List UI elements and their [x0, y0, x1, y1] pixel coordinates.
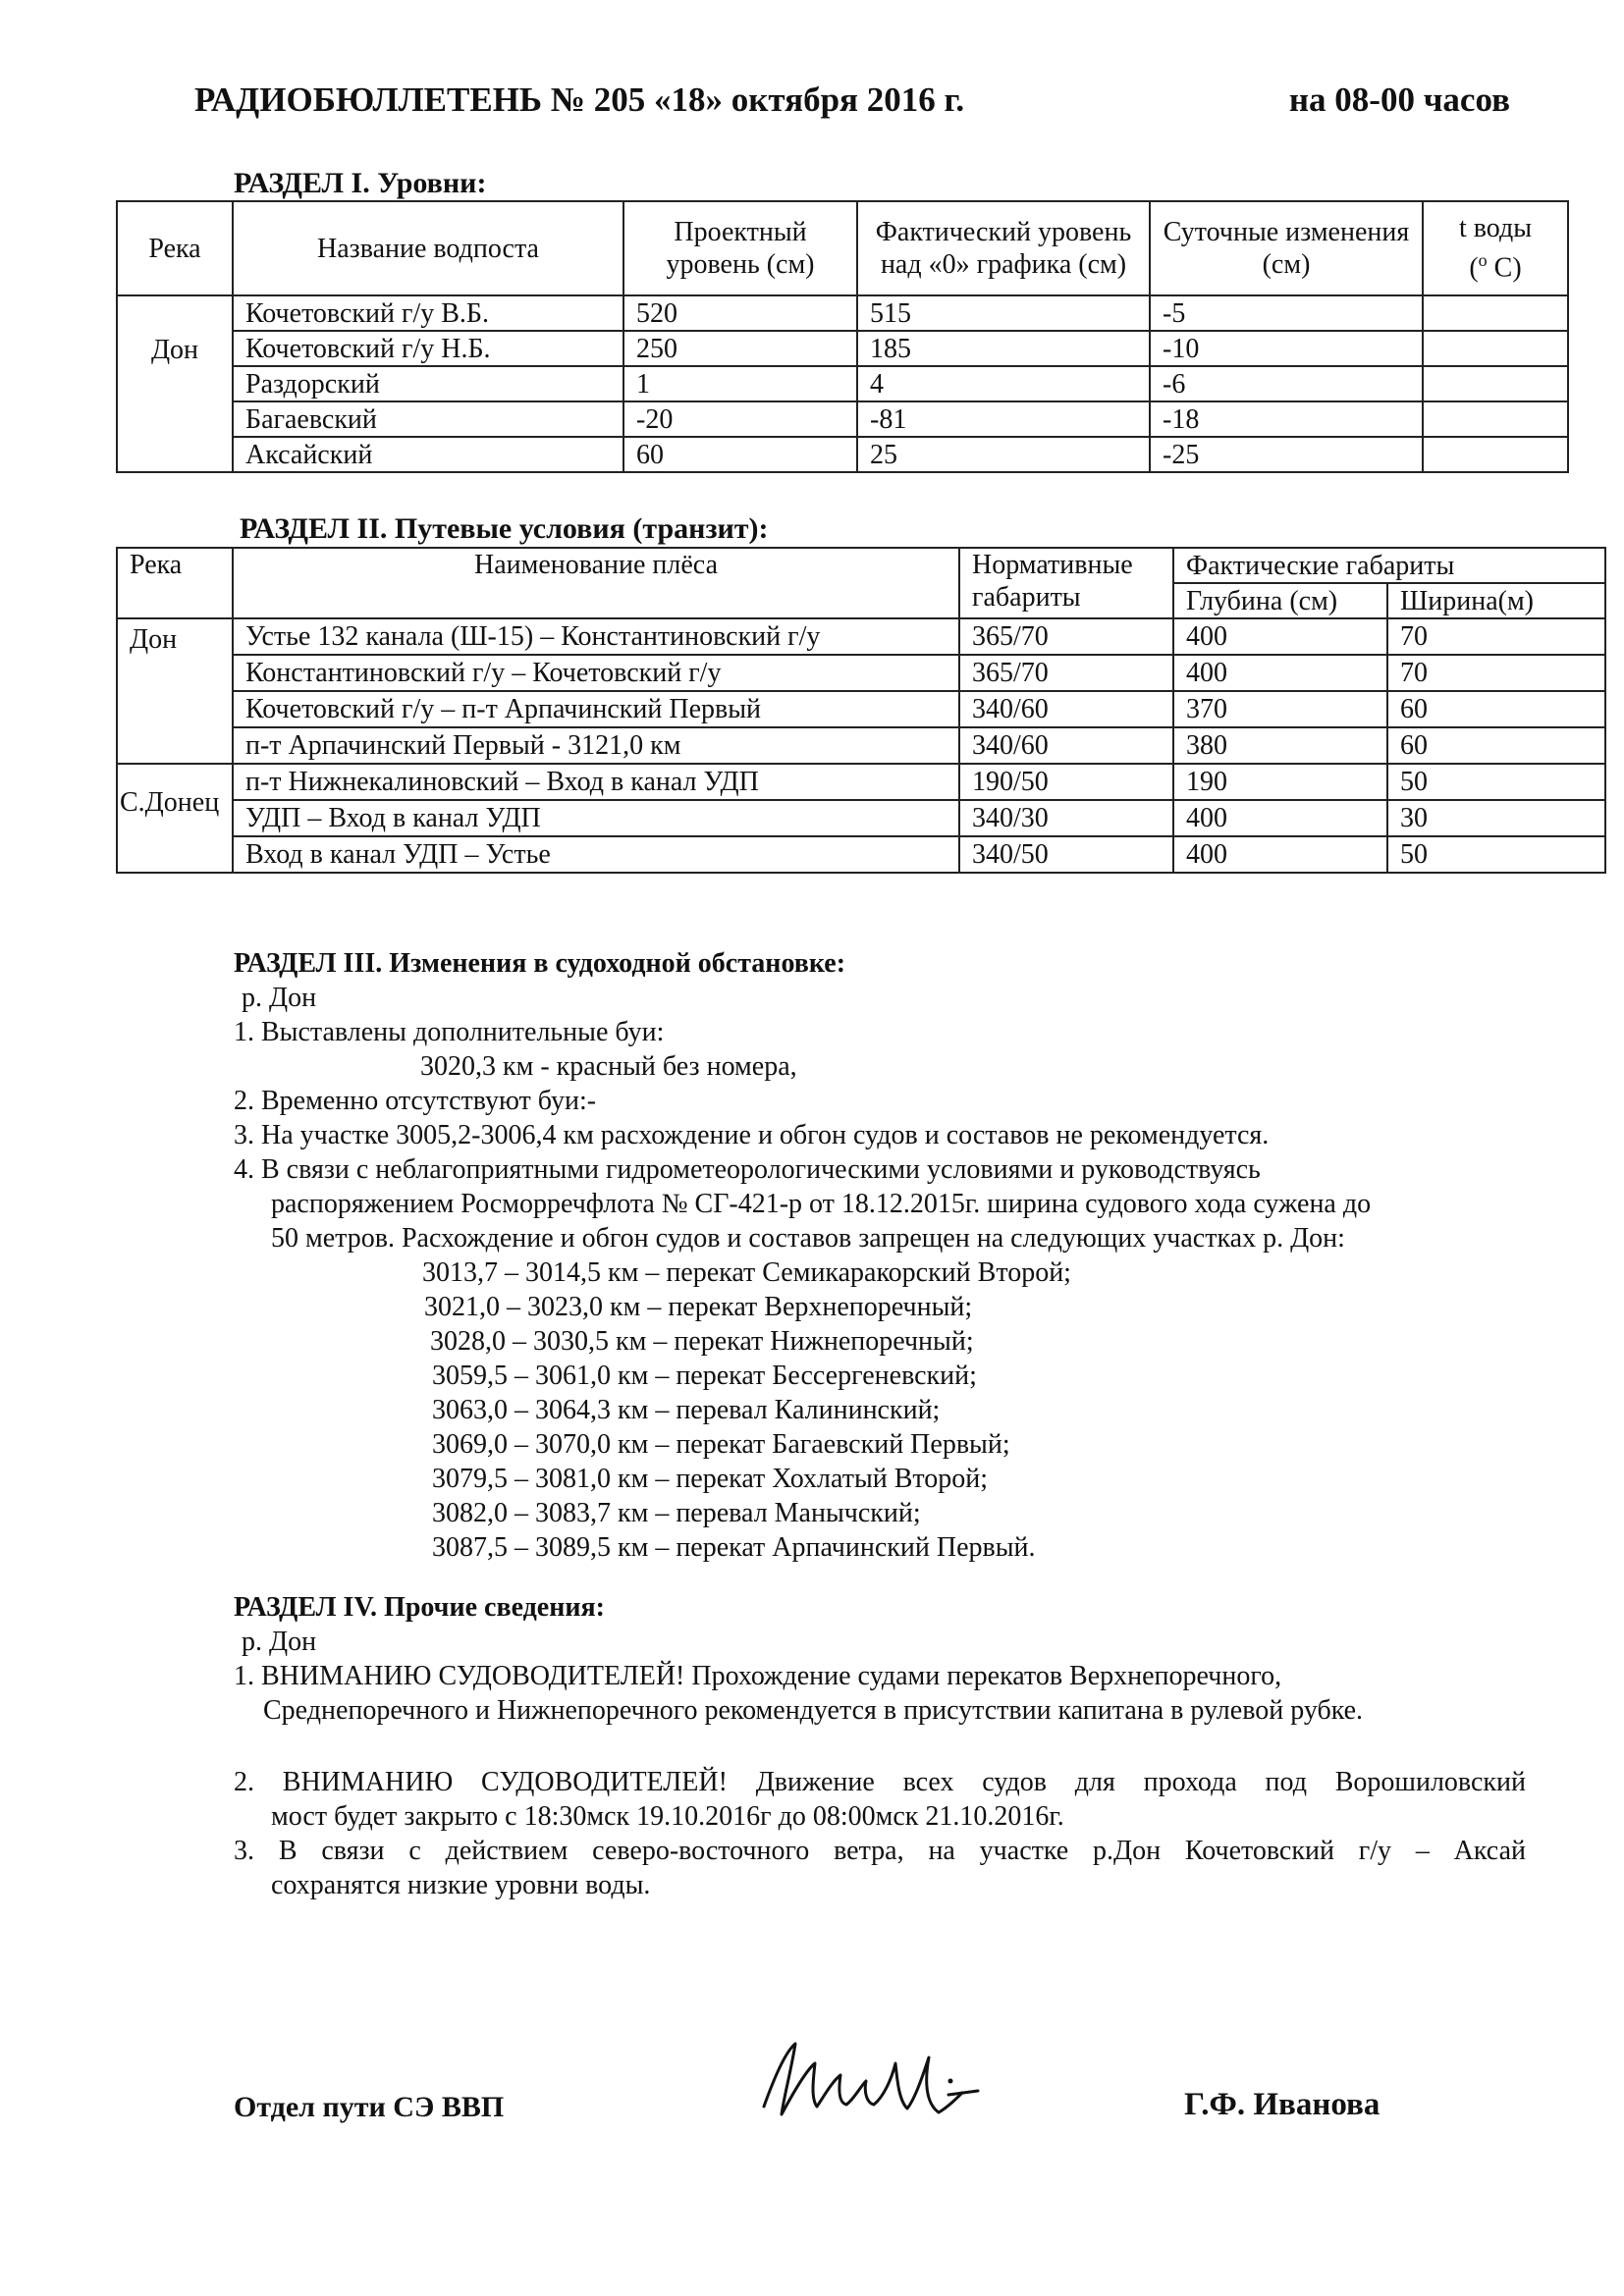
- header-river: Река: [117, 548, 233, 618]
- station-name: Кочетовский г/у Н.Б.: [233, 331, 623, 366]
- daily-change: -10: [1150, 331, 1423, 366]
- bulletin-title: [194, 80, 1510, 120]
- s4-item-3-line-1: 3. В связи с действием северо-восточного ветра, на участке р.Дон Кочетовский г/у – Аксай: [234, 1836, 1526, 1866]
- table-row: [117, 618, 1605, 655]
- actual-level: 4: [857, 366, 1150, 401]
- table-row: [117, 727, 1605, 764]
- header-water-temp-label: t воды: [1458, 213, 1533, 244]
- station-name: Кочетовский г/у В.Б.: [233, 295, 623, 331]
- norm-dims: 340/30: [959, 800, 1173, 836]
- s4-item-1-line-1: 1. ВНИМАНИЮ СУДОВОДИТЕЛЕЙ! Прохождение судами перекатов Верхнепоречного,: [234, 1661, 1282, 1691]
- header-river: Река: [117, 201, 233, 295]
- restricted-segment: 3013,7 – 3014,5 км – перекат Семикаракорский Второй;: [422, 1257, 1071, 1288]
- header-water-temp: [1423, 201, 1568, 295]
- table-row: [117, 401, 1568, 437]
- actual-width: 30: [1387, 800, 1605, 836]
- reach-name: Вход в канал УДП – Устье: [233, 836, 959, 873]
- s4-item-2-line-1: 2. ВНИМАНИЮ СУДОВОДИТЕЛЕЙ! Движение всех судов для прохода под Ворошиловский: [234, 1767, 1526, 1797]
- reach-name: Константиновский г/у – Кочетовский г/у: [233, 655, 959, 691]
- norm-dims: 340/50: [959, 836, 1173, 873]
- table-row: [117, 437, 1568, 472]
- actual-width: 60: [1387, 691, 1605, 727]
- s4-item-3-line-2: сохранятся низкие уровни воды.: [271, 1870, 651, 1900]
- water-temp: [1423, 295, 1568, 331]
- actual-depth: 400: [1173, 836, 1387, 873]
- s3-item-4-line-2: распоряжением Росморречфлота № СГ-421-р от 18.12.2015г. ширина судового хода сужена до: [271, 1189, 1372, 1219]
- reach-name: п-т Арпачинский Первый - 3121,0 км: [233, 727, 959, 764]
- transit-table: [116, 547, 1606, 874]
- transit-header-row: [117, 548, 1605, 583]
- reach-name: Устье 132 канала (Ш-15) – Константиновский г/у: [233, 618, 959, 655]
- restricted-segment: 3063,0 – 3064,3 км – перевал Калининский;: [432, 1395, 941, 1425]
- reach-name: Кочетовский г/у – п-т Арпачинский Первый: [233, 691, 959, 727]
- bulletin-time: на 08-00 часов: [1288, 80, 1510, 119]
- actual-width: 60: [1387, 727, 1605, 764]
- actual-level: -81: [857, 401, 1150, 437]
- table-row: [117, 366, 1568, 401]
- water-temp: [1423, 401, 1568, 437]
- river-cell: С.Донец: [117, 764, 233, 873]
- actual-width: 50: [1387, 836, 1605, 873]
- actual-level: 515: [857, 295, 1150, 331]
- restricted-segment: 3087,5 – 3089,5 км – перекат Арпачинский Первый.: [432, 1532, 1036, 1563]
- daily-change: -25: [1150, 437, 1423, 472]
- water-temp: [1423, 366, 1568, 401]
- table-row: [117, 764, 1605, 800]
- actual-width: 70: [1387, 618, 1605, 655]
- header-actual-level: Фактический уровень над «0» графика (см): [857, 201, 1150, 295]
- handwritten-signature: [756, 2030, 982, 2143]
- section-1-heading: РАЗДЕЛ I. Уровни:: [234, 167, 487, 199]
- actual-depth: 400: [1173, 800, 1387, 836]
- actual-width: 70: [1387, 655, 1605, 691]
- design-level: 520: [623, 295, 857, 331]
- table-row: [117, 691, 1605, 727]
- table-row: [117, 295, 1568, 331]
- daily-change: -6: [1150, 366, 1423, 401]
- s4-item-1-line-2: Среднепоречного и Нижнепоречного рекомендуется в присутствии капитана в рулевой рубке.: [263, 1695, 1364, 1726]
- table-row: [117, 331, 1568, 366]
- actual-depth: 190: [1173, 764, 1387, 800]
- daily-change: -5: [1150, 295, 1423, 331]
- reach-name: УДП – Вход в канал УДП: [233, 800, 959, 836]
- table-row: [117, 655, 1605, 691]
- header-daily-change: Суточные изменения (см): [1150, 201, 1423, 295]
- restricted-segment: 3069,0 – 3070,0 км – перекат Багаевский Первый;: [432, 1429, 1010, 1460]
- levels-table: [116, 200, 1569, 473]
- s3-item-1: 1. Выставлены дополнительные буи:: [234, 1017, 665, 1047]
- restricted-segment: 3082,0 – 3083,7 км – перевал Манычский;: [432, 1498, 921, 1528]
- norm-dims: 340/60: [959, 691, 1173, 727]
- restricted-segment: 3079,5 – 3081,0 км – перекат Хохлатый Второй;: [432, 1464, 989, 1494]
- actual-level: 185: [857, 331, 1150, 366]
- section-4-river: р. Дон: [242, 1627, 317, 1657]
- signatory-name: Г.Ф. Иванова: [1184, 2087, 1380, 2122]
- reach-name: п-т Нижнекалиновский – Вход в канал УДП: [233, 764, 959, 800]
- water-temp: [1423, 437, 1568, 472]
- s3-item-2: 2. Временно отсутствуют буи:-: [234, 1086, 597, 1116]
- norm-dims: 365/70: [959, 618, 1173, 655]
- design-level: 250: [623, 331, 857, 366]
- station-name: Багаевский: [233, 401, 623, 437]
- actual-depth: 400: [1173, 618, 1387, 655]
- norm-dims: 365/70: [959, 655, 1173, 691]
- table-row: [117, 836, 1605, 873]
- design-level: 60: [623, 437, 857, 472]
- header-depth: Глубина (см): [1173, 583, 1387, 618]
- s3-item-3: 3. На участке 3005,2-3006,4 км расхождение и обгон судов и составов не рекомендуется.: [234, 1120, 1270, 1150]
- section-4-heading: РАЗДЕЛ IV. Прочие сведения:: [234, 1592, 605, 1623]
- station-name: Аксайский: [233, 437, 623, 472]
- header-norm: Нормативные габариты: [959, 548, 1173, 618]
- norm-dims: 190/50: [959, 764, 1173, 800]
- river-cell: Дон: [117, 295, 233, 472]
- s3-item-1-sub: 3020,3 км - красный без номера,: [420, 1051, 797, 1082]
- header-design-level: Проектный уровень (см): [623, 201, 857, 295]
- station-name: Раздорский: [233, 366, 623, 401]
- daily-change: -18: [1150, 401, 1423, 437]
- actual-depth: 400: [1173, 655, 1387, 691]
- restricted-segment: 3021,0 – 3023,0 км – перекат Верхнепоречный;: [424, 1292, 973, 1322]
- section-2-heading: РАЗДЕЛ II. Путевые условия (транзит):: [240, 512, 769, 545]
- actual-depth: 380: [1173, 727, 1387, 764]
- norm-dims: 340/60: [959, 727, 1173, 764]
- section-3-heading: РАЗДЕЛ III. Изменения в судоходной обстановке:: [234, 948, 846, 979]
- header-station: Название водпоста: [233, 201, 623, 295]
- restricted-segment: 3059,5 – 3061,0 км – перекат Бессергеневский;: [432, 1361, 977, 1391]
- header-width: Ширина(м): [1387, 583, 1605, 618]
- s3-item-4-line-3: 50 метров. Расхождение и обгон судов и составов запрещен на следующих участках р. Дон:: [271, 1223, 1345, 1254]
- levels-header-row: [117, 201, 1568, 295]
- actual-level: 25: [857, 437, 1150, 472]
- section-3-river: р. Дон: [242, 983, 317, 1013]
- restricted-segment: 3028,0 – 3030,5 км – перекат Нижнепоречный;: [430, 1326, 974, 1357]
- header-water-temp-unit: ($^o$ С): [1469, 250, 1522, 284]
- design-level: 1: [623, 366, 857, 401]
- design-level: -20: [623, 401, 857, 437]
- actual-depth: 370: [1173, 691, 1387, 727]
- s4-item-2-line-2: мост будет закрыто с 18:30мск 19.10.2016г до 08:00мск 21.10.2016г.: [271, 1801, 1064, 1832]
- header-actual-dims: Фактические габариты: [1173, 548, 1605, 583]
- department-name: Отдел пути СЭ ВВП: [234, 2091, 505, 2123]
- header-reach: Наименование плёса: [233, 548, 959, 618]
- actual-width: 50: [1387, 764, 1605, 800]
- river-cell: Дон: [117, 618, 233, 764]
- s3-item-4-line-1: 4. В связи с неблагоприятными гидрометеорологическими условиями и руководствуясь: [234, 1154, 1261, 1185]
- bulletin-number-date: РАДИОБЮЛЛЕТЕНЬ № 205 «18» октября 2016 г.: [194, 80, 965, 119]
- water-temp: [1423, 331, 1568, 366]
- table-row: [117, 800, 1605, 836]
